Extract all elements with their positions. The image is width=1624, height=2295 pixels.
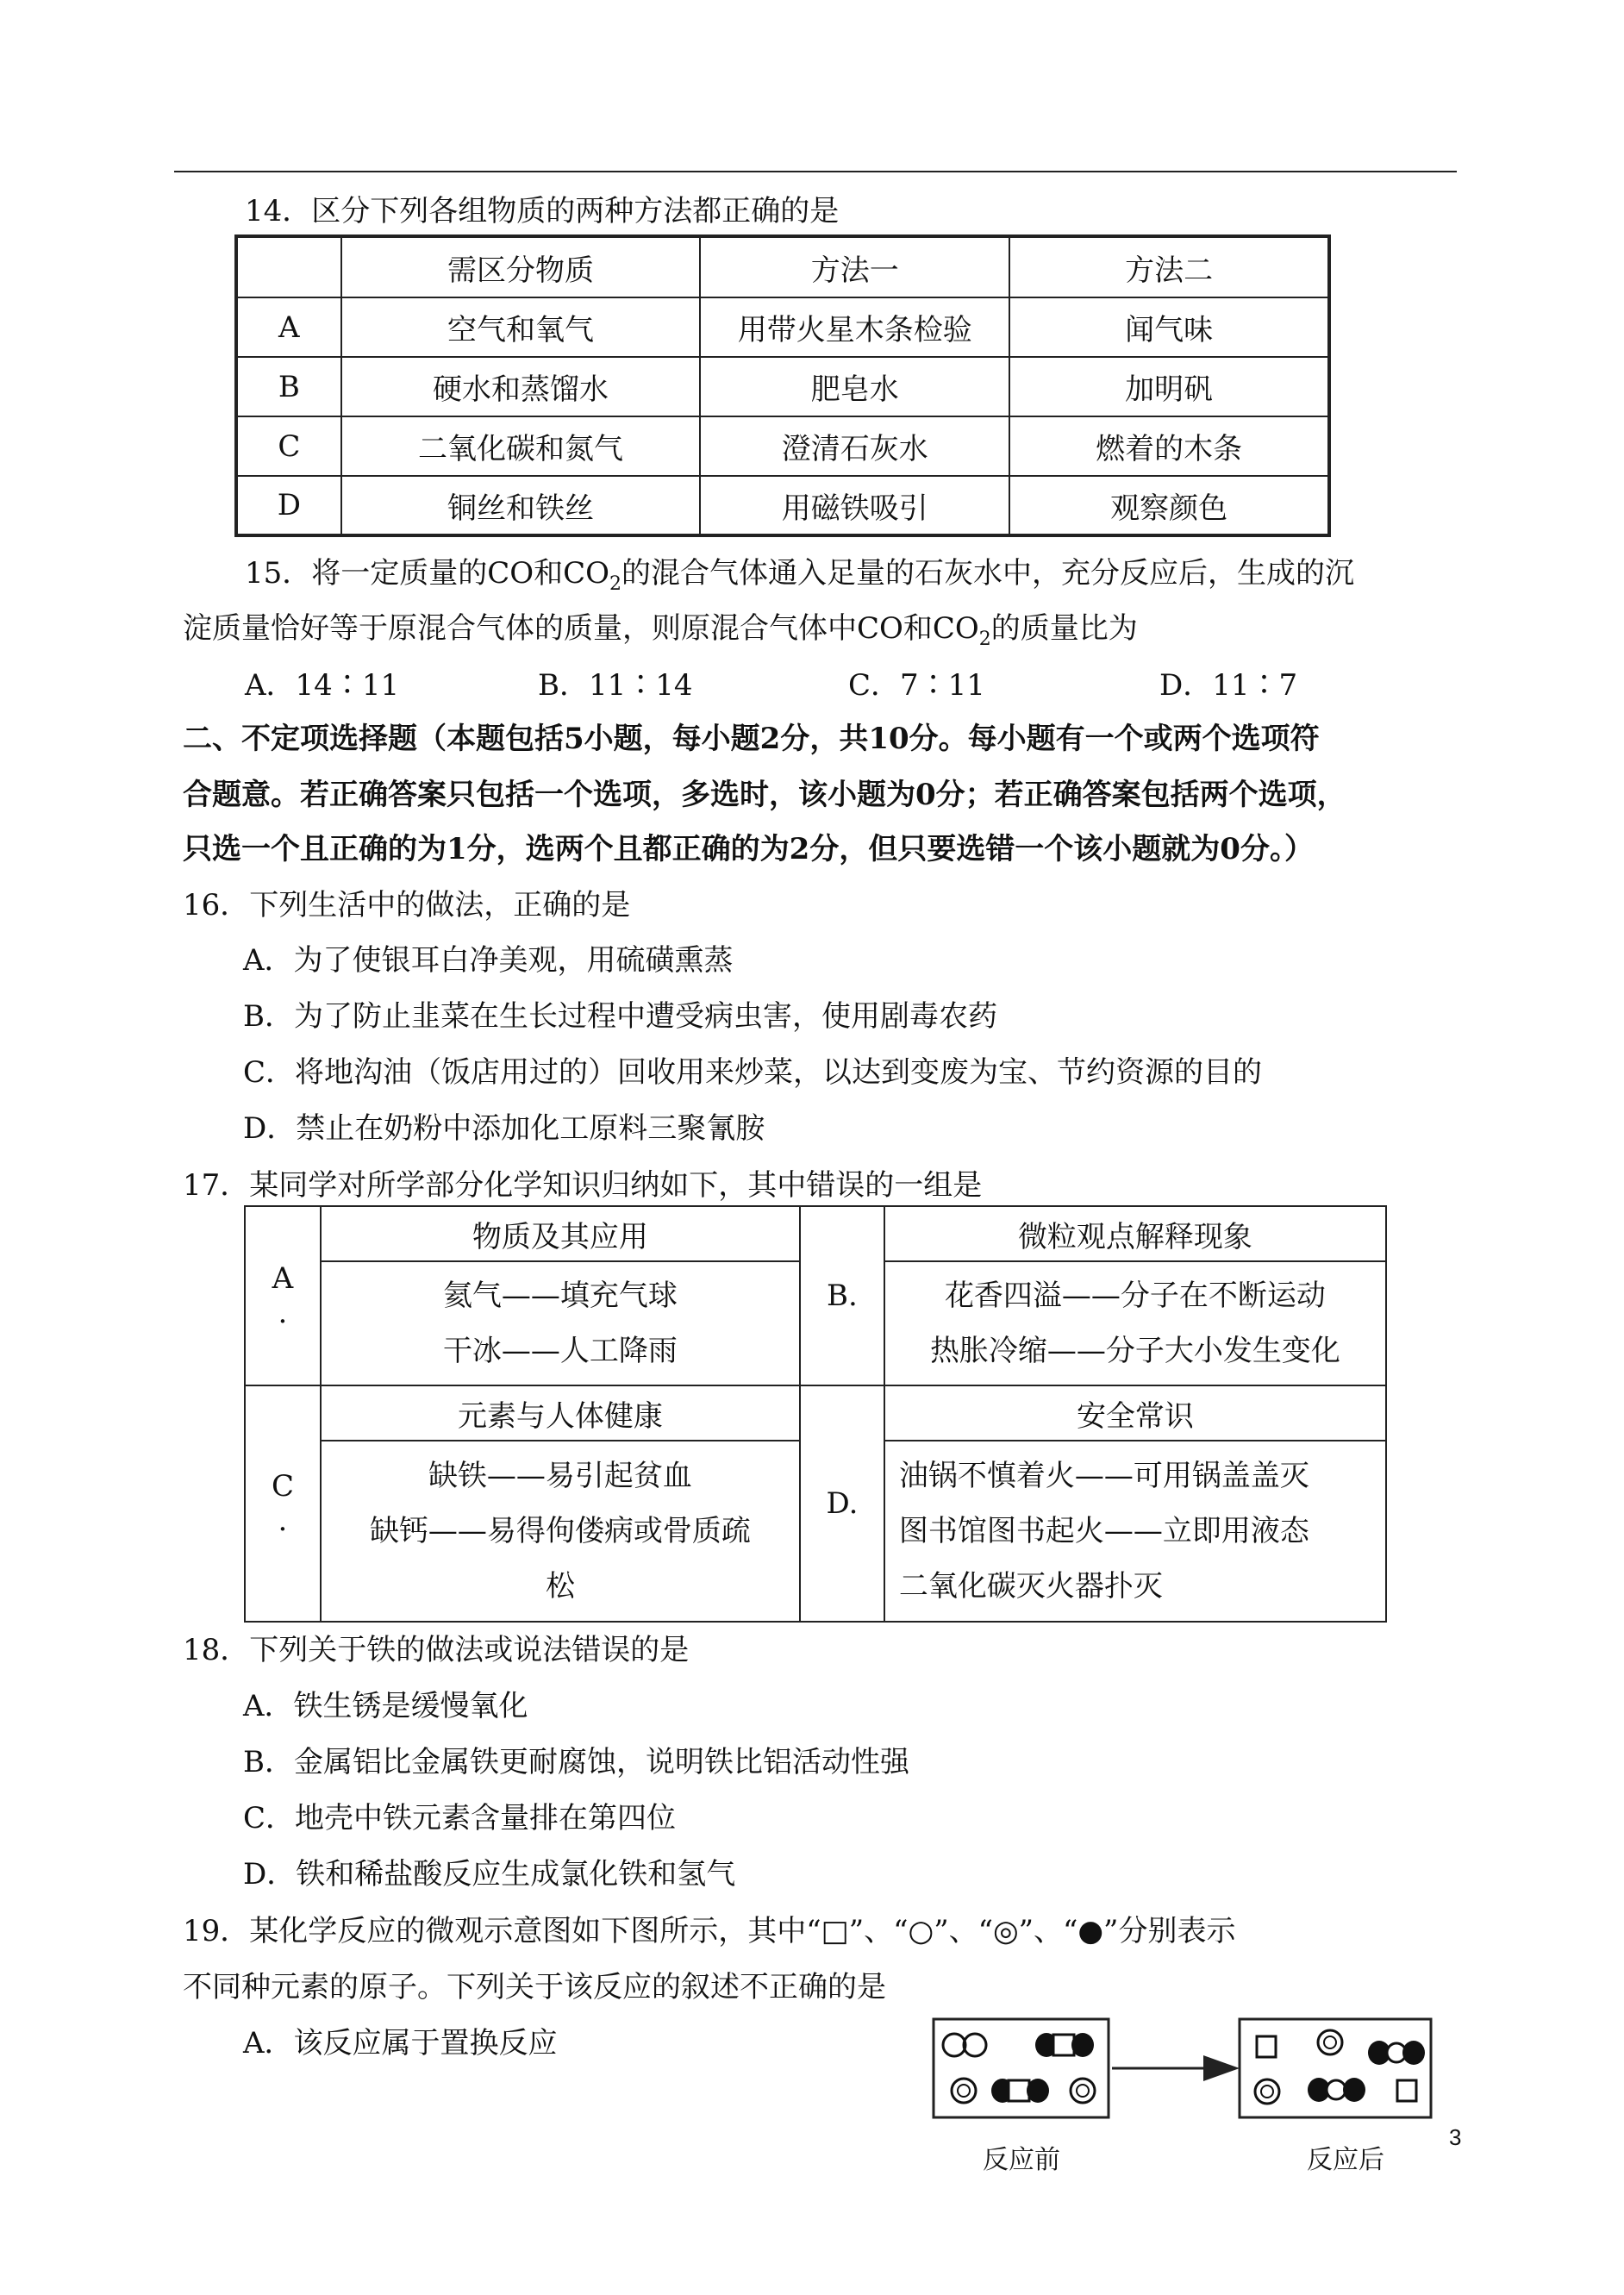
after-molecules (1255, 2030, 1425, 2104)
q16-option-a: A．为了使银耳白净美观，用硫磺熏蒸 (243, 943, 734, 978)
square-icon (1009, 2080, 1029, 2101)
q15-option-b: B．11∶14 (538, 668, 693, 703)
table-header-cell: 需区分物质 (341, 236, 701, 297)
table-cell: 硬水和蒸馏水 (341, 357, 701, 416)
table-cell: C (236, 416, 341, 476)
q19-line2: 不同种元素的原子。下列关于该反应的叙述不正确的是 (183, 1970, 886, 2004)
q17-d-label: D. (800, 1385, 884, 1622)
square-icon (1257, 2036, 1276, 2057)
double-circle-icon (1318, 2030, 1342, 2054)
table-cell: 二氧化碳和氮气 (341, 416, 701, 476)
filled-circle-icon (1071, 2033, 1094, 2057)
label-after: 反应后 (1307, 2145, 1384, 2175)
table-cell: 加明矾 (1009, 357, 1329, 416)
table-cell: 燃着的木条 (1009, 416, 1329, 476)
q15-option-d: D．11∶7 (1159, 668, 1298, 703)
q18-option-d: D．铁和稀盐酸反应生成氯化铁和氢气 (243, 1857, 736, 1892)
filled-circle-icon (1343, 2078, 1365, 2102)
page-number: 3 (1449, 2124, 1462, 2150)
section2-line2: 合题意。若正确答案只包括一个选项，多选时，该小题为0分；若正确答案包括两个选项， (183, 778, 1346, 812)
before-molecules (943, 2033, 1095, 2103)
q16-option-b: B．为了防止韭菜在生长过程中遭受病虫害，使用剧毒农药 (243, 999, 997, 1034)
open-circle-icon (964, 2034, 986, 2056)
q18-option-a: A．铁生锈是缓慢氧化 (243, 1689, 528, 1723)
table-cell: 用带火星木条检验 (700, 297, 1009, 357)
q16-option-c: C．将地沟油（饭店用过的）回收用来炒菜，以达到变废为宝、节约资源的目的 (243, 1055, 1263, 1090)
q17-a-label: A . (245, 1206, 321, 1385)
section2-line3: 只选一个且正确的为1分，选两个且都正确的为2分，但只要选错一个该小题就为0分。） (183, 832, 1314, 866)
q18-option-c: C．地壳中铁元素含量排在第四位 (243, 1801, 677, 1835)
label-before: 反应前 (983, 2145, 1060, 2175)
q18-option-b: B．金属铝比金属铁更耐腐蚀，说明铁比铝活动性强 (243, 1745, 909, 1779)
q17-d-content: 油锅不慎着火——可用锅盖盖灭 图书馆图书起火——立即用液态 二氧化碳灭火器扑灭 (884, 1441, 1386, 1622)
table-cell: B (236, 357, 341, 416)
table-cell: 铜丝和铁丝 (341, 476, 701, 535)
table-cell: D (236, 476, 341, 535)
q15-option-c: C．7∶11 (848, 668, 985, 703)
double-circle-icon (1255, 2079, 1279, 2104)
q17-b-title: 微粒观点解释现象 (884, 1206, 1386, 1261)
table-cell: A (236, 297, 341, 357)
q17-c-content: 缺铁——易引起贫血 缺钙——易得佝偻病或骨质疏 松 (321, 1441, 800, 1622)
q19-option-a: A．该反应属于置换反应 (243, 2026, 558, 2060)
q19-line1: 19．某化学反应的微观示意图如下图所示，其中“□”、“○”、“◎”、“●”分别表示 (183, 1914, 1236, 1948)
q17-stem: 17．某同学对所学部分化学知识归纳如下，其中错误的一组是 (183, 1168, 983, 1203)
table-cell: 空气和氧气 (341, 297, 701, 357)
q15-option-a: A．14∶11 (245, 668, 400, 703)
open-circle-icon (1327, 2080, 1346, 2099)
table-cell: 澄清石灰水 (700, 416, 1009, 476)
section2-line1: 二、不定项选择题（本题包括5小题，每小题2分，共10分。每小题有一个或两个选项符 (183, 722, 1320, 756)
square-icon (1397, 2080, 1416, 2101)
table-cell: 用磁铁吸引 (700, 476, 1009, 535)
square-icon (1053, 2035, 1074, 2055)
open-circle-icon (943, 2034, 965, 2056)
q17-a-title: 物质及其应用 (321, 1206, 800, 1261)
q17-d-title: 安全常识 (884, 1385, 1386, 1441)
double-circle-icon (1071, 2079, 1095, 2103)
filled-circle-icon (1027, 2079, 1049, 2103)
q18-stem: 18．下列关于铁的做法或说法错误的是 (183, 1633, 690, 1667)
table-header-cell: 方法二 (1009, 236, 1329, 297)
filled-circle-icon (1402, 2041, 1425, 2065)
q15-line1: 15．将一定质量的CO和$CO_2$的混合气体通入足量的石灰水中，充分反应后，生成的沉 (245, 556, 1355, 595)
q16-option-d: D．禁止在奶粉中添加化工原料三聚氰胺 (243, 1111, 765, 1146)
q17-b-content: 花香四溢——分子在不断运动 热胀冷缩——分子大小发生变化 (884, 1261, 1386, 1385)
q17-c-label: C . (245, 1385, 321, 1622)
table-cell: 观察颜色 (1009, 476, 1329, 535)
table-header-cell: 方法一 (700, 236, 1009, 297)
q17-b-label: B. (800, 1206, 884, 1385)
q15-line2: 淀质量恰好等于原混合气体的质量，则原混合气体中CO和$CO_2$的质量比为 (183, 611, 1138, 650)
q17-c-title: 元素与人体健康 (321, 1385, 800, 1441)
q17-a-content: 氦气——填充气球 干冰——人工降雨 (321, 1261, 800, 1385)
double-circle-icon (952, 2079, 976, 2103)
q14-stem: 14．区分下列各组物质的两种方法都正确的是 (245, 194, 840, 228)
table-cell: 肥皂水 (700, 357, 1009, 416)
q16-stem: 16．下列生活中的做法，正确的是 (183, 888, 631, 922)
table-cell: 闻气味 (1009, 297, 1329, 357)
